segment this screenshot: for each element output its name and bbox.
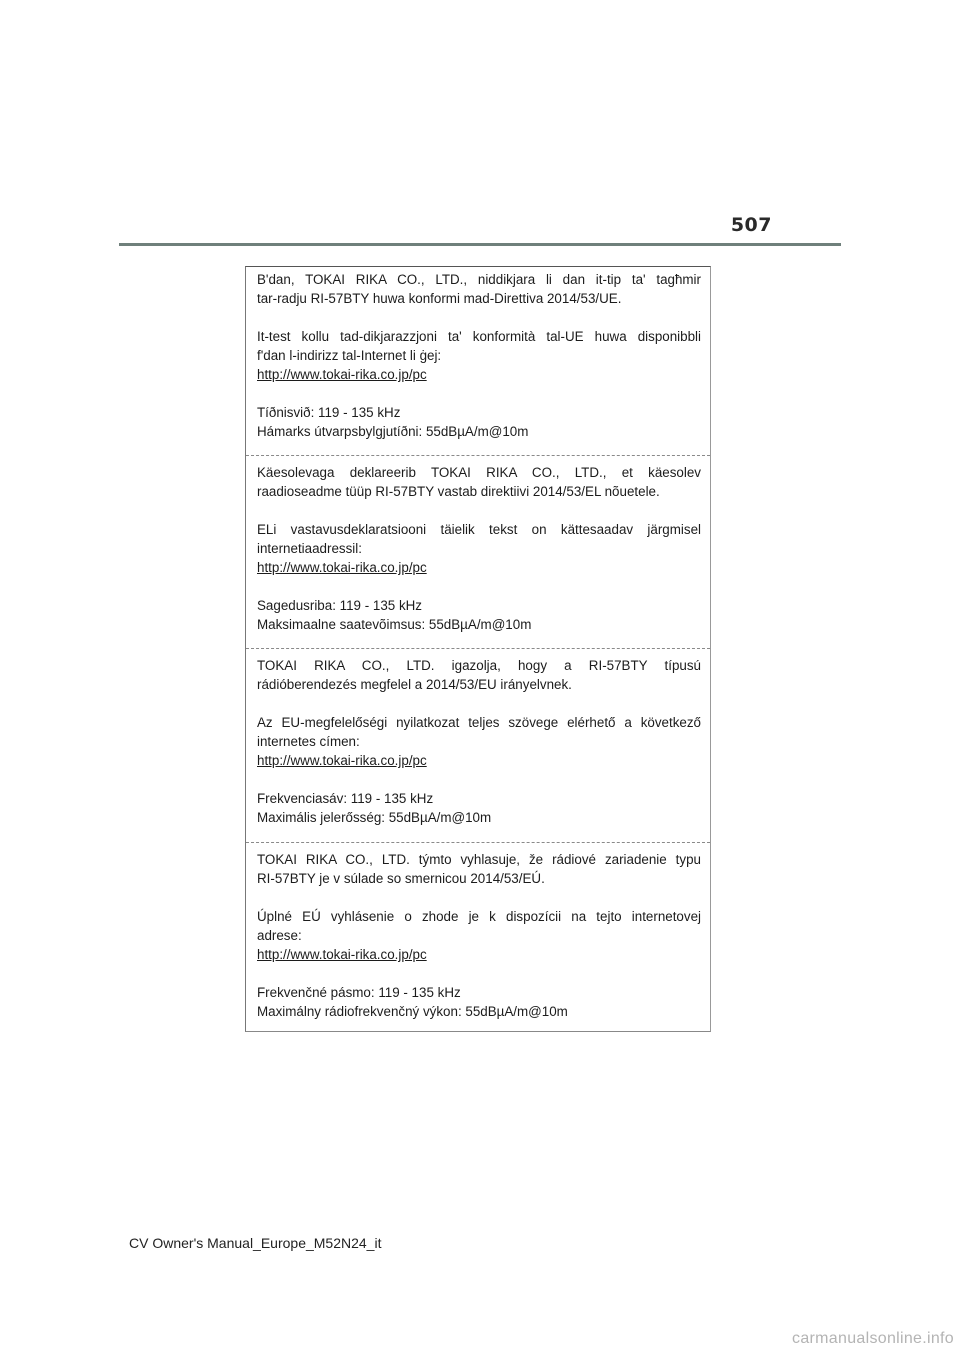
intro-line: TOKAI RIKA CO., LTD. týmto vyhlasuje, že rádiové zariadenie typu	[257, 852, 701, 867]
declaration-section-hungarian	[246, 648, 710, 827]
text-line: Az EU-megfelelőségi nyilatkozat teljes szövege elérhető a következő	[257, 715, 701, 730]
intro-line: B'dan, TOKAI RIKA CO., LTD., niddikjara li dan it-tip ta' tagħmir	[257, 272, 701, 287]
declaration-section-slovak	[246, 842, 710, 1021]
watermark: carmanualsonline.info	[792, 1330, 954, 1347]
frequency-band: Tíðnisvið: 119 - 135 kHz	[257, 405, 401, 420]
declaration-section-estonian	[246, 455, 710, 634]
text-line: ELi vastavusdeklaratsiooni täielik tekst on kättesaadav järgmisel	[257, 522, 701, 537]
text-line: It-test kollu tad-dikjarazzjoni ta' konformità tal-UE huwa disponibbli	[257, 329, 701, 344]
max-power: Maximális jelerősség: 55dBµA/m@10m	[257, 810, 492, 825]
text-line: internetes címen:	[257, 734, 360, 749]
intro-line: tar-radju RI-57BTY huwa konformi mad-Direttiva 2014/53/UE.	[257, 291, 622, 306]
declaration-box	[245, 266, 711, 1032]
footer-manual-title: CV Owner's Manual_Europe_M52N24_it	[129, 1235, 382, 1251]
declaration-url-link[interactable]: http://www.tokai-rika.co.jp/pc	[257, 560, 427, 575]
text-line: internetiaadressil:	[257, 541, 362, 556]
intro-line: raadioseadme tüüp RI-57BTY vastab direktiivi 2014/53/EL nõuetele.	[257, 484, 660, 499]
frequency-band: Sagedusriba: 119 - 135 kHz	[257, 598, 423, 613]
declaration-url-link[interactable]: http://www.tokai-rika.co.jp/pc	[257, 947, 427, 962]
max-power: Hámarks útvarpsbylgjutíðni: 55dBµA/m@10m	[257, 424, 529, 439]
frequency-band: Frekvenciasáv: 119 - 135 kHz	[257, 791, 434, 806]
frequency-band: Frekvenčné pásmo: 119 - 135 kHz	[257, 985, 461, 1000]
max-power: Maksimaalne saatevõimsus: 55dBµA/m@10m	[257, 617, 532, 632]
intro-line: rádióberendezés megfelel a 2014/53/EU irányelvnek.	[257, 677, 572, 692]
intro-line: Käesolevaga deklareerib TOKAI RIKA CO., LTD., et käesolev	[257, 465, 701, 480]
max-power: Maximálny rádiofrekvenčný výkon: 55dBµA/m@10m	[257, 1004, 568, 1019]
page-number: 507	[730, 214, 772, 236]
intro-line: TOKAI RIKA CO., LTD. igazolja, hogy a RI-57BTY típusú	[257, 658, 701, 673]
text-line: Úplné EÚ vyhlásenie o zhode je k dispozícii na tejto internetovej	[257, 909, 701, 924]
intro-line: RI-57BTY je v súlade so smernicou 2014/53/EÚ.	[257, 871, 545, 886]
declaration-section-maltese-icelandic	[246, 270, 710, 441]
text-line: f'dan l-indirizz tal-Internet li ġej:	[257, 348, 442, 363]
header-rule	[119, 243, 841, 246]
declaration-url-link[interactable]: http://www.tokai-rika.co.jp/pc	[257, 753, 427, 768]
declaration-url-link[interactable]: http://www.tokai-rika.co.jp/pc	[257, 367, 427, 382]
text-line: adrese:	[257, 928, 302, 943]
